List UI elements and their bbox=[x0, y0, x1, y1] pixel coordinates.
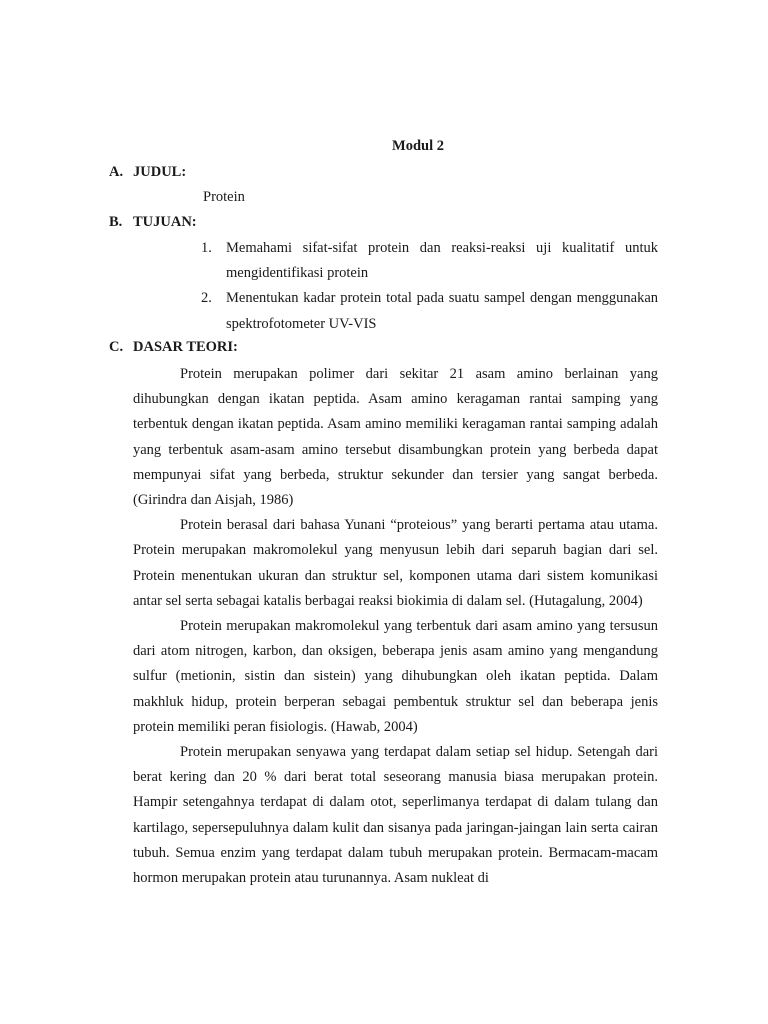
paragraph: Protein berasal dari bahasa Yunani “proteious” yang berarti pertama atau utama. Protein merupakan makromolekul yang menyusun lebih dari separuh bagian dari sel. Protein menentukan ukuran dan struktur sel, komponen utama dari sistem komunikasi antar sel serta sebagai katalis berbagai reaksi biokimia di dalam sel. (Hutagalung, 2004) bbox=[133, 517, 658, 609]
list-item bbox=[201, 236, 658, 286]
section-b-letter: B. bbox=[109, 214, 123, 230]
paragraph: Protein merupakan makromolekul yang terbentuk dari asam amino yang tersusun dari atom nitrogen, karbon, dan oksigen, beberapa jenis asam amino yang mengandung sulfur (metionin, sistin dan sistein) yang dihubungkan oleh ikatan peptida. Dalam makhluk hidup, protein berperan sebagai pembentuk struktur sel dan beberapa jenis protein memiliki peran fisiologis. (Hawab, 2004) bbox=[133, 618, 658, 735]
section-a-title: JUDUL: bbox=[133, 164, 187, 180]
list-item bbox=[201, 286, 658, 336]
tujuan-list bbox=[201, 236, 658, 337]
section-c-title: DASAR TEORI: bbox=[133, 339, 238, 355]
paragraph: Protein merupakan polimer dari sekitar 21 asam amino berlainan yang dihubungkan dengan ikatan peptida. Asam amino keragaman rantai samping yang terbentuk dengan ikatan peptida. Asam amino memiliki keragaman rantai samping adalah yang terbentuk asam-asam amino tersebut disambungkan protein yang berbeda dapat mempunyai sifat yang berbeda, struktur sekunder dan tersier yang sangat berbeda. (Girindra dan Aisjah, 1986) bbox=[133, 366, 658, 509]
section-c-letter: C. bbox=[109, 339, 124, 355]
section-b-title: TUJUAN: bbox=[133, 214, 197, 230]
list-item-text: Menentukan kadar protein total pada suatu sampel dengan menggunakan spektrofotometer UV-VIS bbox=[226, 290, 658, 332]
list-item-number: 1. bbox=[201, 240, 212, 256]
section-b-heading bbox=[109, 212, 197, 232]
module-title: Modul 2 bbox=[392, 138, 444, 154]
paragraph: Protein merupakan senyawa yang terdapat dalam setiap sel hidup. Setengah dari berat kering dan 20 % dari berat total seseorang manusia biasa merupakan protein. Hampir setengahnya terdapat di dalam otot, seperlimanya terdapat di dalam tulang dan kartilago, sepersepuluhnya dalam kulit dan sisanya pada jaringan-jaingan lain serta cairan tubuh. Semua enzim yang terdapat dalam tubuh merupakan protein. Bermacam-macam hormon merupakan protein atau turunannya. Asam nukleat di bbox=[133, 744, 658, 887]
section-a-heading bbox=[109, 162, 186, 182]
list-item-number: 2. bbox=[201, 290, 212, 307]
section-a-letter: A. bbox=[109, 164, 124, 180]
judul-value: Protein bbox=[203, 189, 245, 205]
list-item-text: Memahami sifat-sifat protein dan reaksi-reaksi uji kualitatif untuk mengidentifikasi protein bbox=[226, 240, 658, 282]
dasar-teori-body bbox=[133, 362, 658, 891]
section-c-heading bbox=[109, 337, 238, 357]
